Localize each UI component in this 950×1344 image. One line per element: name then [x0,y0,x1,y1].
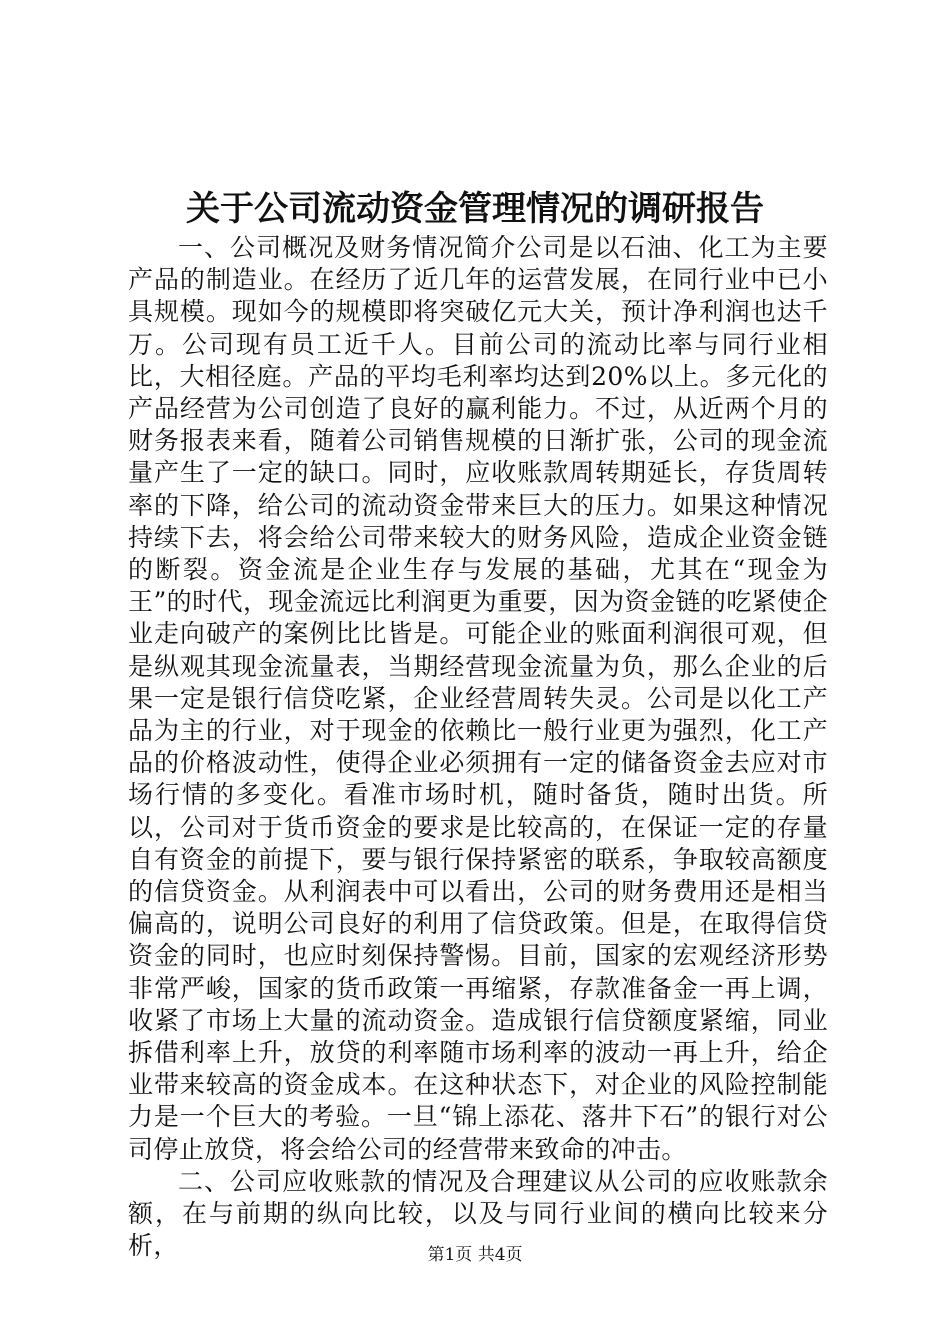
paragraph-2: 二、公司应收账款的情况及合理建议从公司的应收账款余额，在与前期的纵向比较，以及与同行业间的横向比较来分析， [128,1166,828,1261]
document-body [128,232,828,1263]
document-title: 关于公司流动资金管理情况的调研报告 [186,189,764,229]
paragraph-1: 一、公司概况及财务情况简介公司是以石油、化工为主要产品的制造业。在经历了近几年的运营发展，在同行业中已小具规模。现如今的规模即将突破亿元大关，预计净利润也达千万。公司现有员工近千人。目前公司的流动比率与同行业相比，大相径庭。产品的平均毛利率均达到20%以上。多元化的产品经营为公司创造了良好的赢利能力。不过，从近两个月的财务报表来看，随着公司销售规模的日渐扩张，公司的现金流量产生了一定的缺口。同时，应收账款周转期延长，存货周转率的下降，给公司的流动资金带来巨大的压力。如果这种情况持续下去，将会给公司带来较大的财务风险，造成企业资金链的断裂。资金流是企业生存与发展的基础，尤其在“现金为王”的时代，现金流远比利润更为重要，因为资金链的吃紧使企业走向破产的案例比比皆是。可能企业的账面利润很可观，但是纵观其现金流量表，当期经营现金流量为负，那么企业的后果一定是银行信贷吃紧，企业经营周转失灵。公司是以化工产品为主的行业，对于现金的依赖比一般行业更为强烈，化工产品的价格波动性，使得企业必须拥有一定的储备资金去应对市场行情的多变化。看准市场时机，随时备货，随时出货。所以，公司对于货币资金的要求是比较高的，在保证一定的存量自有资金的前提下，要与银行保持紧密的联系，争取较高额度的信贷资金。从利润表中可以看出，公司的财务费用还是相当偏高的，说明公司良好的利用了信贷政策。但是，在取得信贷资金的同时，也应时刻保持警惕。目前，国家的宏观经济形势非常严峻，国家的货币政策一再缩紧，存款准备金一再上调，收紧了市场上大量的流动资金。造成银行信贷额度紧缩，同业拆借利率上升，放贷的利率随市场利率的波动一再上升，给企业带来较高的资金成本。在这种状态下，对企业的风险控制能力是一个巨大的考验。一旦“锦上添花、落井下石”的银行对公司停止放贷，将会给公司的经营带来致命的冲击。 [128,233,828,1164]
page-number-footer: 第1页 共4页 [427,1245,523,1265]
